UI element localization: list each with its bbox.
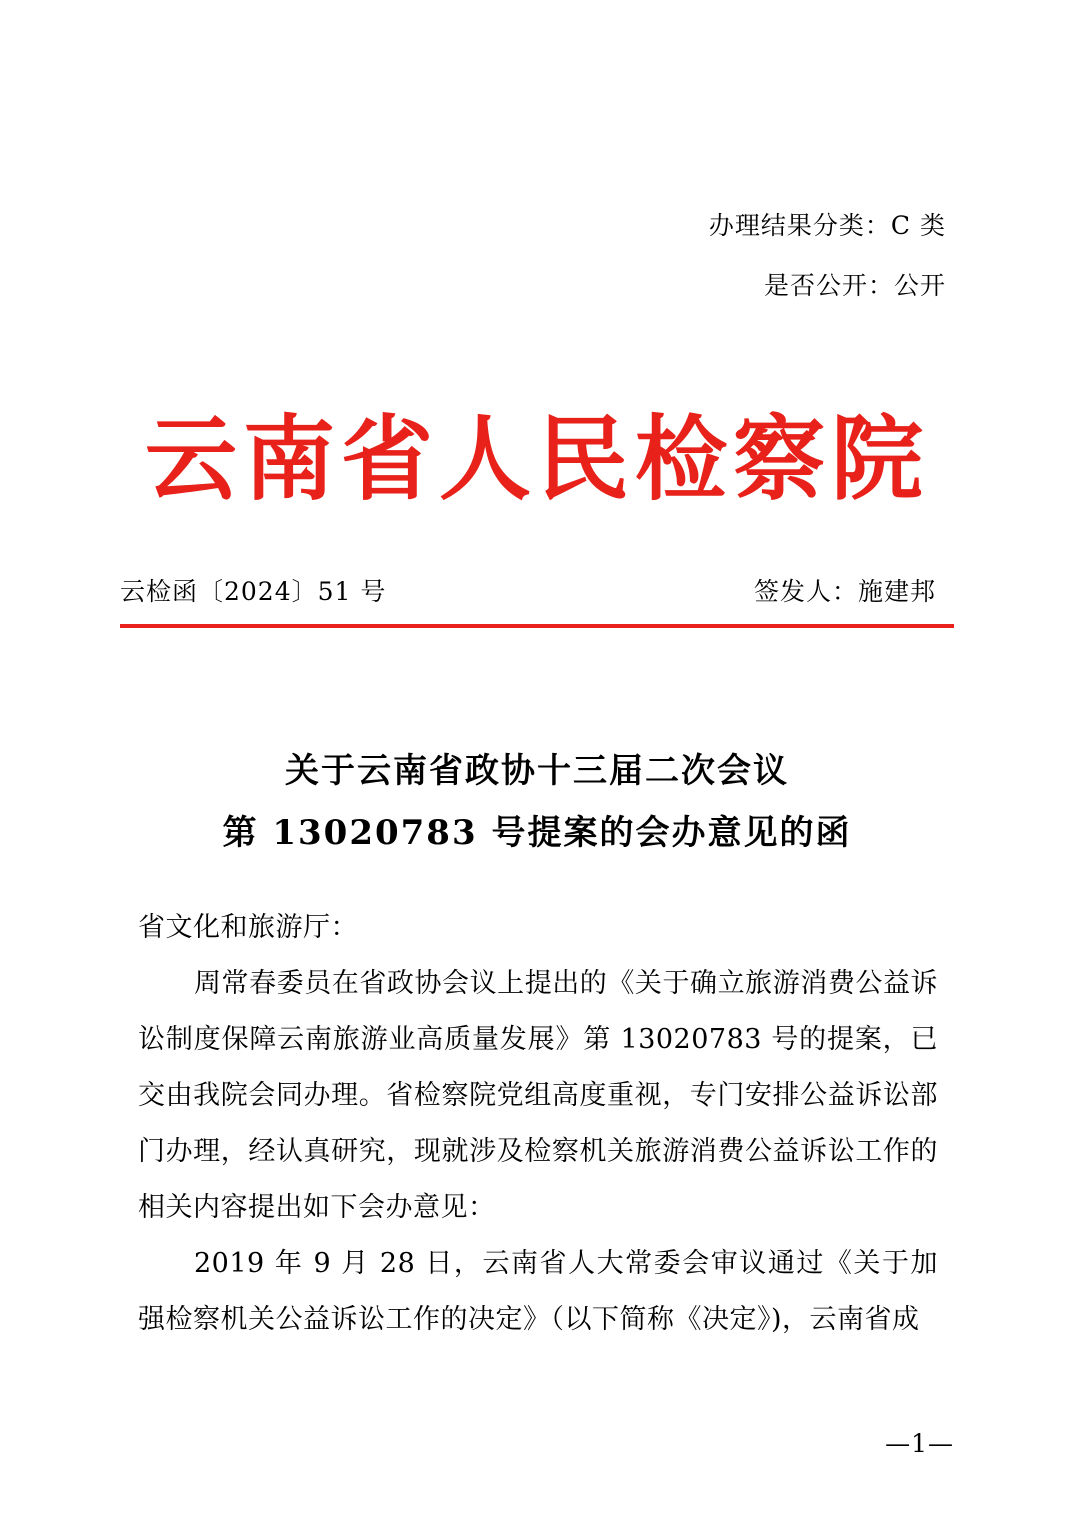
masthead xyxy=(0,406,1074,513)
body-paragraph-1: 周常春委员在省政协会议上提出的《关于确立旅游消费公益诉讼制度保障云南旅游业高质量发展》第 13020783 号的提案，已交由我院会同办理。省检察院党组高度重视，专门安排公益诉讼部门办理，经认真研究，现就涉及检察机关旅游消费公益诉讼工作的相关内容提出如下会办意见： xyxy=(138,968,938,1223)
document-number: 云检函〔2024〕51 号 xyxy=(120,577,387,606)
page-title-line-1: 关于云南省政协十三届二次会议 xyxy=(285,751,789,791)
document-number-row xyxy=(120,572,954,608)
page-number: —1— xyxy=(885,1429,954,1458)
page-title-line-2: 第 13020783 号提案的会办意见的函 xyxy=(222,813,852,853)
handling-result-category: 办理结果分类：C 类 xyxy=(708,211,946,240)
header-meta xyxy=(709,196,946,316)
red-divider-rule xyxy=(120,624,954,628)
body-paragraph-2: 2019 年 9 月 28 日，云南省人大常委会审议通过《关于加强检察机关公益诉讼工作的决定》（以下简称《决定》)，云南省成 xyxy=(138,1248,938,1335)
page-title xyxy=(0,740,1074,864)
issuing-organization: 云南省人民检察院 xyxy=(144,406,929,513)
document-body xyxy=(138,900,938,1348)
signer: 签发人：施建邦 xyxy=(753,577,936,606)
public-disclosure-status: 是否公开：公开 xyxy=(763,271,946,300)
addressee: 省文化和旅游厅： xyxy=(138,912,358,943)
